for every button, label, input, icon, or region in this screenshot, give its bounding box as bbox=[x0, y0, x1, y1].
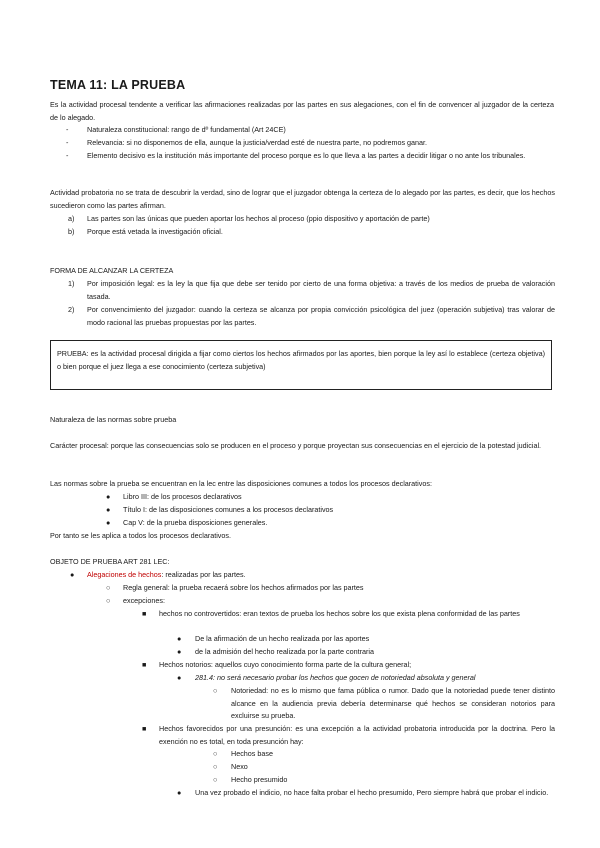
bullet-marker: ● bbox=[106, 505, 111, 514]
bullet-marker: ● bbox=[177, 634, 182, 643]
presuncion: Hechos favorecidos por una presunción: es una excepción a la actividad probatoria introducida por la doctrina. Pero la exención no es total, en toda presunción hay: bbox=[159, 724, 555, 746]
square-marker: ■ bbox=[142, 660, 147, 669]
intro-paragraph: Es la actividad procesal tendente a verificar las afirmaciones realizadas por las partes en sus alegaciones, con el fin de convencer al juzgador de la certeza de lo alegado. bbox=[50, 100, 554, 122]
circle-marker: ○ bbox=[213, 749, 218, 758]
nc-item: De la afirmación de un hecho realizada por las aportes bbox=[195, 634, 370, 643]
actividad-item: Las partes son las únicas que pueden aportar los hechos al proceso (ppio dispositivo y aportación de parte) bbox=[87, 214, 430, 223]
normas-item: Cap V: de la prueba disposiciones generales. bbox=[123, 518, 268, 527]
intro-item: Relevancia: si no disponemos de ella, aunque la justicia/verdad esté de nuestra parte, no podremos ganar. bbox=[87, 138, 428, 147]
list-marker: 1) bbox=[68, 279, 75, 288]
circle-marker: ○ bbox=[213, 762, 218, 771]
certeza-item: Por imposición legal: es la ley la que fija que debe ser tenido por cierto de una forma objetiva: a través de los medios de prueba de valoración tasada. bbox=[87, 279, 555, 301]
indicio: Una vez probado el indicio, no hace falta probar el hecho presumido, Pero siempre habrá que probar el indicio. bbox=[195, 788, 549, 797]
caracter-paragraph: Carácter procesal: porque las consecuencias solo se producen en el proceso y porque proyectan sus consecuencias en el ejercicio de la potestad judicial. bbox=[50, 441, 542, 450]
definition-box bbox=[50, 340, 552, 390]
pres-item: Nexo bbox=[231, 762, 248, 771]
dash-marker: - bbox=[66, 125, 69, 134]
alegaciones-rest: : realizadas por las partes. bbox=[161, 570, 246, 579]
bullet-marker: ● bbox=[106, 492, 111, 501]
definition-label: PRUEBA: bbox=[57, 349, 89, 358]
section-heading: OBJETO DE PRUEBA ART 281 LEC: bbox=[50, 557, 170, 566]
pres-item: Hechos base bbox=[231, 749, 273, 758]
circle-marker: ○ bbox=[213, 686, 218, 695]
art-2814: 281.4: no será necesario probar los hechos que gocen de notoriedad absoluta y general bbox=[195, 673, 476, 682]
bullet-marker: ● bbox=[177, 788, 182, 797]
definition-body: es la actividad procesal dirigida a fijar como ciertos los hechos afirmados por las aportes, bien porque la ley así lo establece (certeza objetiva) o bien porque el juez llega a ese conocimiento (certeza subjetiva) bbox=[57, 349, 545, 371]
dash-marker: - bbox=[66, 138, 69, 147]
alegaciones-line bbox=[87, 569, 246, 582]
certeza-item: Por convencimiento del juzgador: cuando la certeza se alcanza por propia convicción psicológica del juez (operación subjetiva) tras valorar de modo racional las pruebas propuestas por las partes. bbox=[87, 305, 555, 327]
page-title: TEMA 11: LA PRUEBA bbox=[50, 78, 186, 92]
dash-marker: - bbox=[66, 151, 69, 160]
section-heading: Naturaleza de las normas sobre prueba bbox=[50, 415, 177, 424]
intro-item: Elemento decisivo es la institución más importante del proceso porque es lo que lleva a las partes a decidir litigar o no ante los tribunales. bbox=[87, 151, 526, 160]
notoriedad: Notoriedad: no es lo mismo que fama pública o rumor. Dado que la notoriedad puede tener distinto alcance en la audiencia previa debería determinarse qué hechos se consideran notorios para excluirse su prueba. bbox=[231, 686, 555, 720]
normas-intro: Las normas sobre la prueba se encuentran en la lec entre las disposiciones comunes a todos los procesos declarativos: bbox=[50, 479, 432, 488]
list-marker: b) bbox=[68, 227, 75, 236]
normas-item: Título I: de las disposiciones comunes a los procesos declarativos bbox=[123, 505, 334, 514]
bullet-marker: ● bbox=[177, 647, 182, 656]
actividad-paragraph: Actividad probatoria no se trata de descubrir la verdad, sino de lograr que el juzgador obtenga la certeza de lo alegado por las partes, es decir, que los hechos sucedieron como las partes afirman. bbox=[50, 188, 555, 210]
nc-item: de la admisión del hecho realizada por la parte contraria bbox=[195, 647, 374, 656]
bullet-marker: ● bbox=[177, 673, 182, 682]
no-controvertidos: hechos no controvertidos: eran textos de prueba los hechos sobre los que exista plena conformidad de las partes bbox=[159, 609, 520, 618]
alegaciones-label: Alegaciones de hechos bbox=[87, 570, 162, 579]
circle-marker: ○ bbox=[106, 583, 111, 592]
regla-general: Regla general: la prueba recaerá sobre los hechos afirmados por las partes bbox=[123, 583, 364, 592]
list-marker: 2) bbox=[68, 305, 75, 314]
por-tanto: Por tanto se les aplica a todos los procesos declarativos. bbox=[50, 531, 231, 540]
circle-marker: ○ bbox=[213, 775, 218, 784]
intro-item: Naturaleza constitucional: rango de dº fundamental (Art 24CE) bbox=[87, 125, 286, 134]
definition-text bbox=[57, 348, 545, 373]
notorios: Hechos notorios: aquellos cuyo conocimiento forma parte de la cultura general; bbox=[159, 660, 412, 669]
square-marker: ■ bbox=[142, 609, 147, 618]
section-heading: FORMA DE ALCANZAR LA CERTEZA bbox=[50, 266, 174, 275]
bullet-marker: ● bbox=[106, 518, 111, 527]
excepciones-label: excepciones: bbox=[123, 596, 165, 605]
pres-item: Hecho presumido bbox=[231, 775, 288, 784]
circle-marker: ○ bbox=[106, 596, 111, 605]
bullet-marker: ● bbox=[70, 570, 75, 579]
square-marker: ■ bbox=[142, 724, 147, 733]
list-marker: a) bbox=[68, 214, 75, 223]
normas-item: Libro III: de los procesos declarativos bbox=[123, 492, 242, 501]
actividad-item: Porque está vetada la investigación oficial. bbox=[87, 227, 223, 236]
